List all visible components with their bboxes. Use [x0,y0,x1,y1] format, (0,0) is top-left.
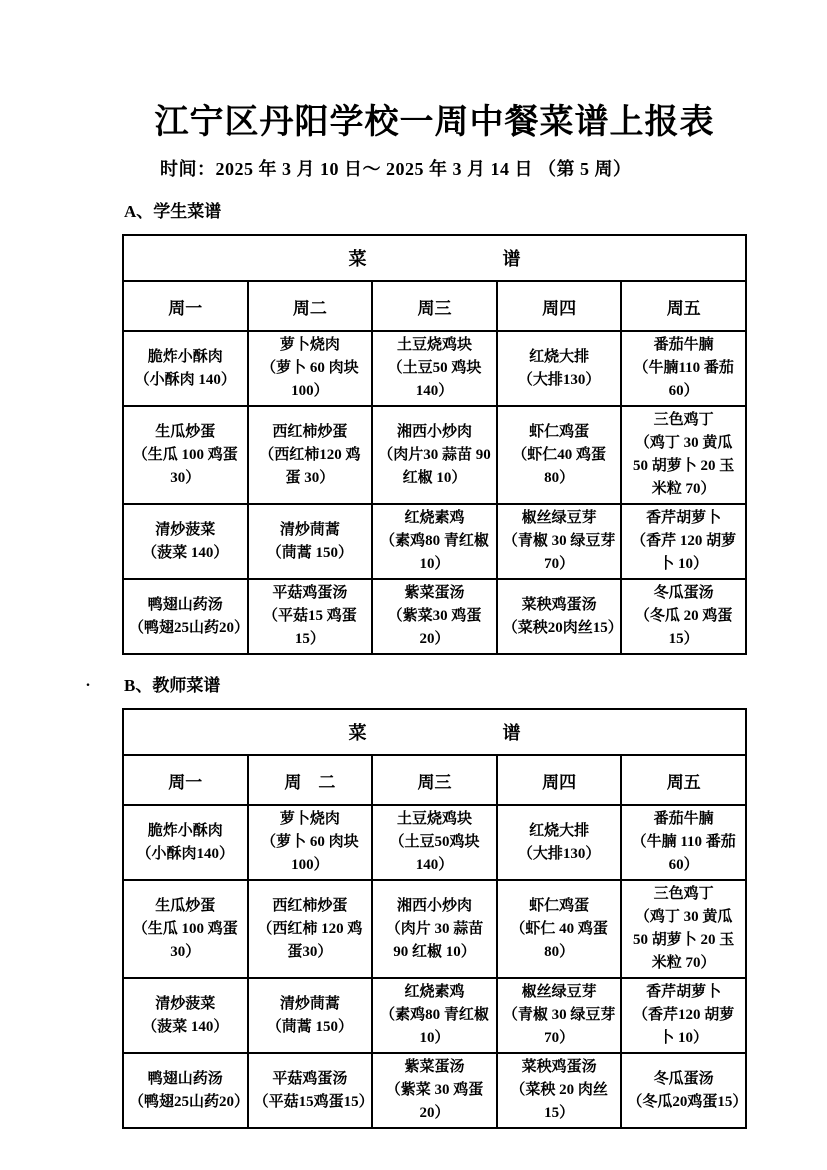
dish-amounts: （菜秧 20 肉丝 15） [510,1082,608,1121]
dish-name: 湘西小炒肉 [396,897,472,914]
dish-cell [248,880,373,978]
dish-amounts: （萝卜 60 肉块 100） [261,360,359,399]
day-header-fri: 周五 [621,755,746,805]
dish-name: 生瓜炒蛋 [155,423,216,440]
dish-cell [372,331,497,406]
dish-cell [248,579,373,654]
dish-amounts: （大排130） [517,845,601,862]
dish-name: 鸭翅山药汤 [147,1070,223,1087]
dish-amounts: （冬瓜 20 鸡蛋 15） [634,608,733,647]
dish-amounts: （虾仁 40 鸡蛋 80） [510,920,608,960]
dish-amounts: （生瓜 100 鸡蛋 30） [132,920,238,960]
dish-amounts: （西红柿120 鸡蛋 30） [259,446,361,486]
dish-name: 鸭翅山药汤 [147,596,223,613]
menu-header-right: 谱 [502,723,521,743]
menu-title-cell [123,235,746,281]
dish-cell [497,406,622,504]
day-header-wed: 周三 [372,281,497,331]
dish-amounts: （茼蒿 150） [266,544,354,561]
day-header-thu: 周四 [497,755,622,805]
dish-name: 红烧大排 [529,822,590,839]
dish-name: 紫菜蛋汤 [404,585,465,601]
dish-amounts: （虾仁40 鸡蛋80） [512,446,606,486]
dish-amounts: （素鸡80 青红椒 10） [380,533,489,572]
menu-header-left: 菜 [348,723,367,743]
dish-cell [248,504,373,579]
menu-row [123,406,746,504]
date-range-line: 时间：2025 年 3 月 10 日～ 2025 年 3 月 14 日 （第 5 周） [160,159,632,179]
dish-name: 西红柿炒蛋 [272,897,348,914]
dish-cell [372,880,497,978]
dish-cell [621,579,746,654]
dish-name: 冬瓜蛋汤 [653,585,714,601]
dish-amounts: （平菇15 鸡蛋15） [263,608,357,647]
section-a-label: A、学生菜谱 [124,202,222,221]
dish-amounts: （小酥肉140） [136,845,235,862]
dish-cell [621,331,746,406]
day-header-tue: 周二 [248,281,373,331]
dish-name: 菜秧鸡蛋汤 [521,1059,597,1075]
dish-name: 虾仁鸡蛋 [529,423,590,440]
dish-cell [248,331,373,406]
menu-row [123,579,746,654]
dish-name: 脆炸小酥肉 [147,348,223,365]
dish-cell [123,1053,248,1128]
day-header-mon: 周一 [123,281,248,331]
dish-amounts: （茼蒿 150） [266,1018,354,1035]
section-b-wrap [86,671,747,696]
dish-cell [497,978,622,1053]
dish-cell [248,805,373,880]
menu-header-left: 菜 [348,249,367,269]
menu-row [123,331,746,406]
dish-name: 土豆烧鸡块 [396,337,472,353]
dish-cell [123,805,248,880]
dish-cell [621,805,746,880]
menu-row [123,880,746,978]
dish-name: 椒丝绿豆芽 [521,984,597,1000]
menu-title-row [123,709,746,755]
page-title: 江宁区丹阳学校一周中餐菜谱上报表 [154,104,715,141]
dish-name: 清炒菠菜 [155,521,216,538]
dish-name: 土豆烧鸡块 [396,811,472,827]
dish-cell [372,406,497,504]
dish-cell [372,1053,497,1128]
dish-cell [497,1053,622,1128]
dish-amounts: （萝卜 60 肉块 100） [261,834,359,873]
menu-title-row [123,235,746,281]
dish-name: 平菇鸡蛋汤 [272,1070,348,1087]
dish-cell [123,978,248,1053]
menu-header-right: 谱 [502,249,521,269]
teacher-menu-table [122,708,747,1129]
dish-amounts: （菠菜 140） [142,544,229,561]
dish-cell [248,1053,373,1128]
dish-amounts: （素鸡80 青红椒 10） [380,1007,489,1046]
dish-name: 紫菜蛋汤 [404,1059,465,1075]
dish-cell [497,331,622,406]
section-b-label: B、教师菜谱 [124,676,221,695]
dish-amounts: （紫菜 30 鸡蛋 20） [385,1082,484,1121]
dish-amounts: （土豆50 鸡块 140） [387,360,482,399]
menu-row [123,978,746,1053]
dish-name: 平菇鸡蛋汤 [272,585,348,601]
dish-cell [123,579,248,654]
dish-cell [372,579,497,654]
dish-amounts: （西红柿 120 鸡蛋30） [257,920,363,960]
dish-amounts: （菠菜 140） [142,1018,229,1035]
dish-cell [621,406,746,504]
dish-cell [497,504,622,579]
dish-name: 清炒茼蒿 [279,521,340,538]
dish-cell [621,1053,746,1128]
dish-name: 冬瓜蛋汤 [653,1070,714,1087]
dish-amounts: （牛腩110 番茄 60） [633,360,734,399]
day-header-thu: 周四 [497,281,622,331]
day-header-fri: 周五 [621,281,746,331]
day-header-tue: 周 二 [248,755,373,805]
dish-name: 香芹胡萝卜 [646,984,722,1000]
dish-name: 虾仁鸡蛋 [529,897,590,914]
dish-amounts: （紫菜30 鸡蛋 20） [387,608,482,647]
dish-cell [248,978,373,1053]
dish-name: 三色鸡丁 [653,886,714,902]
dish-name: 番茄牛腩 [653,811,714,827]
dish-name: 椒丝绿豆芽 [521,510,597,526]
dish-name: 脆炸小酥肉 [147,822,223,839]
dish-amounts: （肉片30 蒜苗 90 红椒 10） [378,446,491,486]
dish-amounts: （香芹 120 胡萝卜 10） [631,533,737,572]
dish-name: 生瓜炒蛋 [155,897,216,914]
dish-name: 番茄牛腩 [653,337,714,353]
dish-name: 萝卜烧肉 [279,337,340,353]
dish-cell [497,880,622,978]
dish-cell [372,978,497,1053]
day-header-row [123,281,746,331]
dish-name: 红烧素鸡 [404,510,465,526]
dish-amounts: （菜秧20肉丝15） [502,619,623,636]
dish-name: 香芹胡萝卜 [646,510,722,526]
dish-amounts: （大排130） [517,371,601,388]
day-header-row [123,755,746,805]
dish-amounts: （香芹120 胡萝卜 10） [633,1007,735,1046]
dish-amounts: （鸭翅25山药20） [129,1093,250,1110]
dish-cell [248,406,373,504]
dish-cell [497,805,622,880]
day-header-mon: 周一 [123,755,248,805]
dish-amounts: （鸡丁 30 黄瓜 50 胡萝卜 20 玉米粒 70） [633,435,735,497]
dish-amounts: （生瓜 100 鸡蛋 30） [132,446,238,486]
dish-name: 清炒茼蒿 [279,995,340,1012]
dish-amounts: （鸡丁 30 黄瓜 50 胡萝卜 20 玉米粒 70） [633,909,735,971]
dish-amounts: （平菇15鸡蛋15） [253,1093,374,1110]
dish-amounts: （青椒 30 绿豆芽 70） [502,1007,616,1046]
dish-name: 三色鸡丁 [653,412,714,428]
dish-amounts: （小酥肉 140） [134,371,236,388]
dish-name: 西红柿炒蛋 [272,423,348,440]
dish-amounts: （鸭翅25山药20） [129,619,250,636]
dish-amounts: （牛腩 110 番茄 60） [631,834,736,873]
dish-cell [123,406,248,504]
menu-title-cell [123,709,746,755]
menu-row [123,805,746,880]
dish-amounts: （青椒 30 绿豆芽 70） [502,533,616,572]
dish-cell [621,880,746,978]
dish-cell [123,331,248,406]
student-menu-table [122,234,747,655]
menu-row [123,1053,746,1128]
dish-name: 菜秧鸡蛋汤 [521,596,597,613]
dish-name: 红烧素鸡 [404,984,465,1000]
dish-amounts: （冬瓜20鸡蛋15） [627,1093,748,1110]
dish-name: 红烧大排 [529,348,590,365]
dish-name: 湘西小炒肉 [396,423,472,440]
dish-cell [621,504,746,579]
stray-period: . [86,673,90,690]
dish-cell [372,504,497,579]
menu-row [123,504,746,579]
dish-cell [372,805,497,880]
dish-name: 萝卜烧肉 [279,811,340,827]
day-header-wed: 周三 [372,755,497,805]
dish-cell [123,880,248,978]
dish-name: 清炒菠菜 [155,995,216,1012]
dish-cell [123,504,248,579]
dish-amounts: （肉片 30 蒜苗 90 红椒 10） [385,920,484,960]
dish-amounts: （土豆50鸡块140） [389,834,480,873]
dish-cell [497,579,622,654]
document-body [86,100,748,1129]
dish-cell [621,978,746,1053]
